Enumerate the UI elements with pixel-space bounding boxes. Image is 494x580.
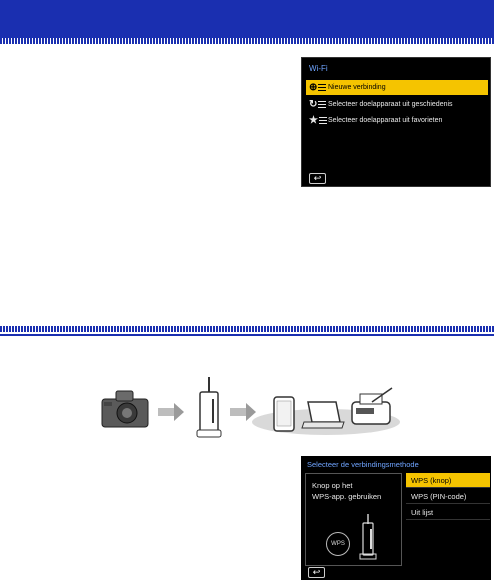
header-banner: [0, 0, 494, 38]
section-rule: [0, 334, 494, 336]
option-wps-pin[interactable]: WPS (PIN-code): [406, 489, 490, 504]
section-divider: [0, 326, 494, 332]
camera-icon: [102, 391, 148, 427]
menu-item-label: Selecteer doelapparaat uit favorieten: [328, 117, 443, 124]
connection-illustration: [96, 372, 402, 442]
wps-instruction-panel: [305, 473, 402, 566]
history-menu-icon: ↻: [306, 99, 328, 111]
section-divider: [0, 38, 494, 44]
back-icon[interactable]: ↩: [308, 567, 325, 578]
menu-item-favorites[interactable]: [306, 113, 488, 128]
router-icon: [354, 512, 384, 566]
option-wps-button[interactable]: WPS (knop): [406, 473, 490, 488]
menu-item-label: Selecteer doelapparaat uit geschiedenis: [328, 101, 453, 108]
arrow-right-icon: [158, 403, 184, 421]
wps-icon: WPS: [326, 532, 350, 556]
back-icon[interactable]: ↩: [309, 173, 326, 184]
star-menu-icon: ★: [306, 115, 328, 127]
menu-item-label: Nieuwe verbinding: [328, 84, 386, 91]
wifi-menu-screen: [301, 57, 491, 187]
menu-item-history[interactable]: [306, 97, 488, 112]
printer-icon: [352, 388, 392, 424]
wifi-menu-title: Wi-Fi: [309, 64, 328, 73]
menu-item-new-connection[interactable]: [306, 80, 488, 95]
smartphone-icon: [274, 397, 294, 431]
connection-method-title: Selecteer de verbindingsmethode: [307, 460, 419, 469]
instruction-line-1: Knop op het: [312, 481, 353, 490]
plus-menu-icon: ⊕: [306, 82, 328, 94]
option-from-list[interactable]: Uit lijst: [406, 505, 490, 520]
router-icon: [197, 377, 221, 437]
instruction-line-2: WPS-app. gebruiken: [312, 492, 382, 501]
connection-method-screen: [301, 456, 491, 580]
arrow-right-icon: [230, 403, 256, 421]
instruction-text: [312, 480, 381, 502]
